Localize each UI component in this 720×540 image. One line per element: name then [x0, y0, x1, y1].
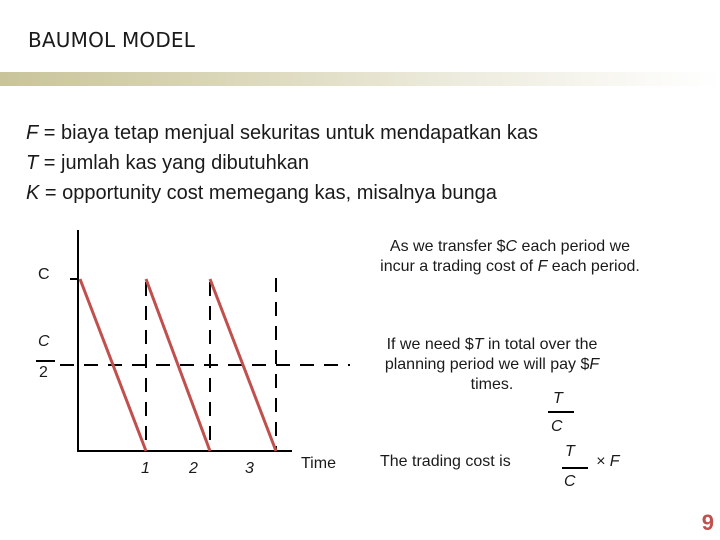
sawtooth-line-2	[146, 279, 210, 451]
sawtooth-line-3	[210, 279, 276, 451]
y-label-half-numerator: C	[38, 333, 50, 350]
transfer-annotation: As we transfer $C each period we incur a trading cost of F each period.	[380, 238, 640, 275]
y-label-half-denominator: 2	[39, 364, 48, 381]
definition-k: K = opportunity cost memegang kas, misalnya bunga	[26, 182, 497, 204]
page-number: 9	[701, 510, 714, 535]
slide-title: BAUMOL MODEL	[28, 28, 196, 52]
cost-times-f: × F	[596, 453, 620, 470]
x-tick-1: 1	[141, 460, 150, 477]
x-axis-label: Time	[301, 455, 336, 472]
definition-t: T = jumlah kas yang dibutuhkan	[26, 152, 309, 174]
times-fraction-denominator: C	[551, 418, 563, 435]
cost-fraction-numerator: T	[565, 443, 575, 460]
need-annotation: If we need $T in total over the planning period we will pay $F times.	[384, 336, 600, 393]
times-fraction-numerator: T	[553, 390, 563, 407]
x-tick-3: 3	[245, 460, 254, 477]
cost-fraction-denominator: C	[564, 473, 576, 490]
y-label-c: C	[38, 266, 50, 283]
definition-f: F = biaya tetap menjual sekuritas untuk mendapatkan kas	[26, 122, 538, 144]
trading-cost-label: The trading cost is	[380, 453, 511, 470]
x-tick-2: 2	[189, 460, 198, 477]
